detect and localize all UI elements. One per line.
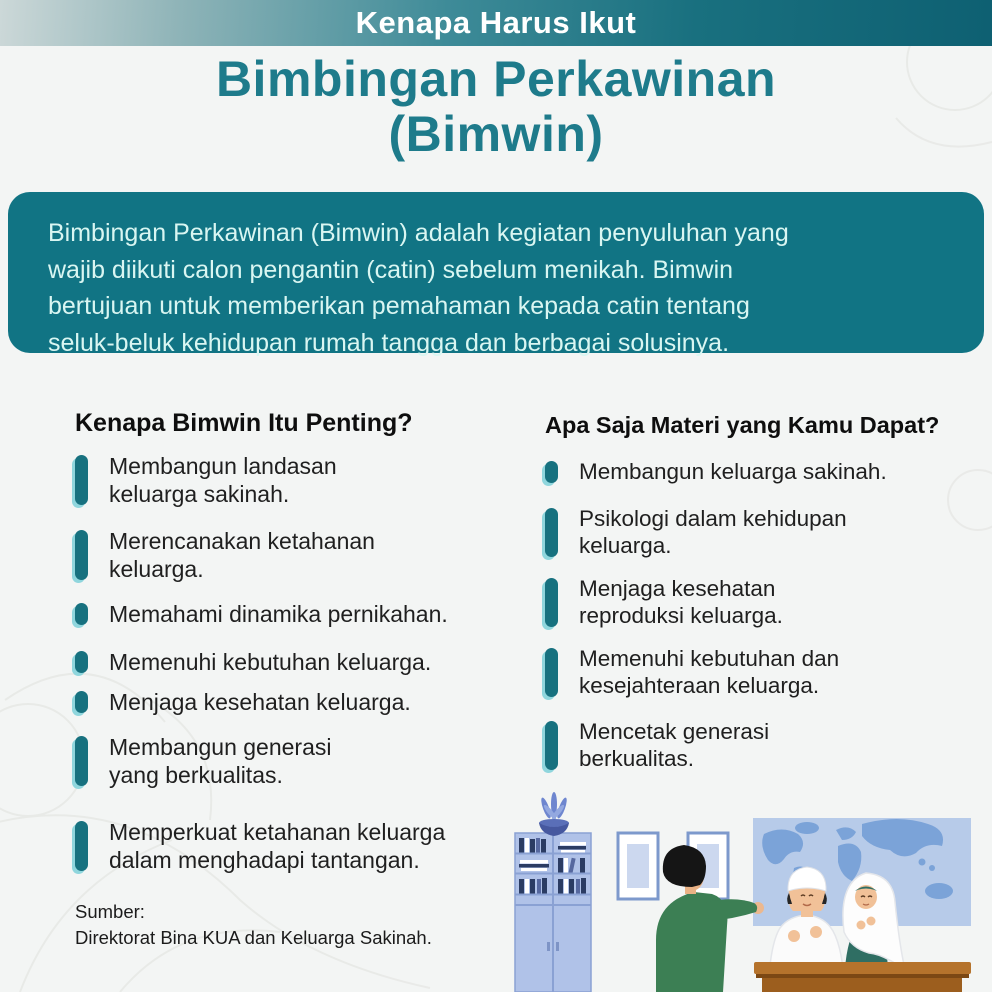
list-item-text: Psikologi dalam kehidupan keluarga. <box>579 505 847 558</box>
page-title-line1: Bimbingan Perkawinan <box>215 51 777 107</box>
section-materials <box>545 411 985 773</box>
left-column-heading: Kenapa Bimwin Itu Penting? <box>75 409 413 437</box>
list-item <box>75 733 527 789</box>
bullet-bar-icon <box>545 578 558 627</box>
list-item <box>545 505 985 560</box>
bullet-bar-icon <box>545 508 558 557</box>
bullet-bar-icon <box>75 651 88 673</box>
list-item <box>75 600 527 628</box>
list-item-text: Membangun keluarga sakinah. <box>579 459 887 484</box>
page-title <box>0 52 992 162</box>
bullet-bar-icon <box>75 821 88 871</box>
top-banner <box>0 0 992 46</box>
bullet-bar-icon <box>545 648 558 697</box>
classroom-illustration <box>506 790 992 992</box>
list-item-text: Memenuhi kebutuhan keluarga. <box>109 649 432 675</box>
page-title-line2: (Bimwin) <box>388 106 604 162</box>
source-text: Direktorat Bina KUA dan Keluarga Sakinah. <box>75 927 432 948</box>
bullet-bar-icon <box>545 721 558 770</box>
list-item <box>545 458 985 486</box>
intro-text: Bimbingan Perkawinan (Bimwin) adalah kegiatan penyuluhan yang wajib diikuti calon pengantin (catin) sebelum menikah. Bimwin bertujuan untuk memberikan pemahaman kepada catin tentang seluk-beluk kehidupan rumah tangga dan berbagai solusinya. <box>48 219 789 357</box>
bullet-bar-icon <box>75 455 88 505</box>
intro-box <box>8 192 984 357</box>
source-label: Sumber: <box>75 901 145 922</box>
bullet-bar-icon <box>75 691 88 713</box>
plant <box>539 792 569 836</box>
list-item <box>75 648 527 676</box>
list-item-text: Memenuhi kebutuhan dan kesejahteraan keluarga. <box>579 645 840 698</box>
list-item-text: Membangun generasi yang berkualitas. <box>109 734 332 788</box>
list-item-text: Menjaga kesehatan reproduksi keluarga. <box>579 575 783 628</box>
bullet-bar-icon <box>75 736 88 786</box>
right-column-heading: Apa Saja Materi yang Kamu Dapat? <box>545 412 940 438</box>
list-item-text: Mencetak generasi berkualitas. <box>579 718 770 771</box>
banner-title: Kenapa Harus Ikut <box>355 5 637 40</box>
bookshelf <box>515 833 591 992</box>
source-note <box>75 899 432 951</box>
section-why-important <box>75 408 527 874</box>
desk <box>754 962 971 992</box>
list-item-text: Membangun landasan keluarga sakinah. <box>109 453 337 507</box>
list-item <box>545 575 985 630</box>
list-item <box>545 645 985 700</box>
bullet-bar-icon <box>75 530 88 580</box>
list-item-text: Merencanakan ketahanan keluarga. <box>109 528 375 582</box>
list-item <box>75 527 527 583</box>
list-item <box>75 452 527 508</box>
list-item <box>75 818 527 874</box>
list-item-text: Memperkuat ketahanan keluarga dalam menghadapi tantangan. <box>109 819 446 873</box>
list-item-text: Memahami dinamika pernikahan. <box>109 601 448 627</box>
list-item <box>545 718 985 773</box>
list-item <box>75 688 527 716</box>
list-item-text: Menjaga kesehatan keluarga. <box>109 689 411 715</box>
bullet-bar-icon <box>545 461 558 483</box>
bullet-bar-icon <box>75 603 88 625</box>
